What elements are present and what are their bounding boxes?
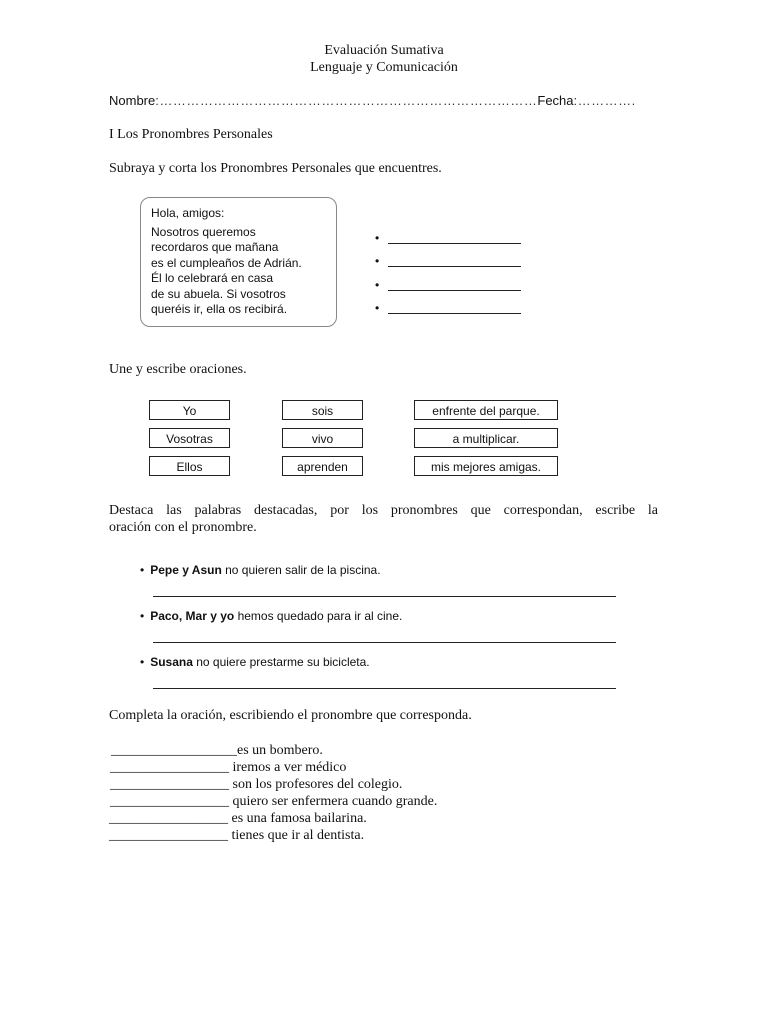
word-box-subject[interactable]: Ellos bbox=[149, 456, 230, 476]
answer-row bbox=[375, 291, 521, 315]
letter-line: de su abuela. Si vosotros bbox=[151, 286, 286, 301]
date-label: Fecha bbox=[537, 93, 574, 108]
bullet-icon: • bbox=[375, 277, 380, 292]
name-date-line bbox=[109, 93, 636, 108]
exercise-item bbox=[140, 563, 381, 577]
instruction-join-sentences: Une y escribe oraciones. bbox=[109, 362, 247, 377]
fill-in-sentence[interactable]: _________________ son los profesores del colegio. bbox=[110, 777, 403, 792]
letter-line: recordaros que mañana bbox=[151, 240, 279, 254]
fill-in-sentence[interactable]: _________________ quiero ser enfermera cuando grande. bbox=[110, 794, 438, 809]
answer-row bbox=[375, 244, 521, 268]
sentence-rest: hemos quedado para ir al cine. bbox=[234, 609, 403, 623]
bullet-icon: • bbox=[375, 230, 380, 245]
letter-line: es el cumpleaños de Adrián. bbox=[151, 255, 302, 270]
answer-blank[interactable] bbox=[388, 305, 521, 314]
exercise-item bbox=[140, 609, 402, 623]
answer-line[interactable] bbox=[153, 688, 616, 689]
answer-line[interactable] bbox=[153, 596, 616, 597]
word-box-complement[interactable]: enfrente del parque. bbox=[414, 400, 558, 420]
fill-in-sentence[interactable]: _________________ es una famosa bailarina. bbox=[109, 811, 367, 826]
highlighted-words: Susana bbox=[150, 655, 193, 669]
word-box-verb[interactable]: aprenden bbox=[282, 456, 363, 476]
answer-blank[interactable] bbox=[388, 282, 521, 291]
bullet-icon: • bbox=[140, 609, 145, 623]
sentence-rest: no quieren salir de la piscina. bbox=[221, 563, 381, 577]
letter-line: queréis ir, ella os recibirá. bbox=[151, 302, 288, 316]
name-label: Nombre bbox=[109, 93, 156, 108]
answer-row bbox=[375, 220, 521, 244]
bullet-icon: • bbox=[375, 254, 380, 268]
exercise-item bbox=[140, 655, 370, 669]
word-box-verb[interactable]: sois bbox=[282, 400, 363, 420]
letter-line: Él lo celebrará en casa bbox=[151, 271, 274, 285]
word-box-verb[interactable]: vivo bbox=[282, 428, 363, 448]
instruction-line: oración con el pronombre. bbox=[109, 520, 257, 535]
bullet-icon: • bbox=[140, 563, 145, 577]
instruction-line: Destaca las palabras destacadas, por los pronombres que correspondan, escribe la bbox=[109, 503, 658, 518]
answer-blank[interactable] bbox=[388, 258, 521, 267]
sentence-rest: no quiere prestarme su bicicleta. bbox=[192, 655, 370, 669]
instruction-underline-pronouns: Subraya y corta los Pronombres Personales que encuentres. bbox=[109, 161, 442, 176]
fill-in-sentence[interactable]: __________________es un bombero. bbox=[111, 743, 323, 758]
pronoun-answer-list bbox=[375, 220, 521, 314]
word-box-complement[interactable]: mis mejores amigas. bbox=[414, 456, 558, 476]
fill-in-sentence[interactable]: _________________ tienes que ir al dentista. bbox=[109, 828, 365, 843]
letter-line: Hola, amigos: bbox=[151, 206, 225, 220]
fill-in-sentence[interactable]: _________________ iremos a ver médico bbox=[110, 760, 347, 775]
answer-row bbox=[375, 267, 521, 291]
answer-blank[interactable] bbox=[388, 235, 521, 244]
word-box-subject[interactable]: Vosotras bbox=[149, 428, 230, 448]
letter-text-box bbox=[140, 197, 337, 327]
bullet-icon: • bbox=[140, 655, 145, 669]
page-subtitle: Lenguaje y Comunicación bbox=[310, 60, 458, 75]
name-field[interactable]: :………………………………………………………………………… bbox=[155, 93, 538, 108]
page-title: Evaluación Sumativa bbox=[324, 43, 444, 58]
word-box-complement[interactable]: a multiplicar. bbox=[414, 428, 558, 448]
word-box-subject[interactable]: Yo bbox=[149, 400, 230, 420]
letter-line: Nosotros queremos bbox=[151, 224, 256, 239]
instruction-complete-sentences: Completa la oración, escribiendo el pronombre que corresponda. bbox=[109, 708, 472, 723]
section-heading: I Los Pronombres Personales bbox=[109, 127, 273, 142]
answer-line[interactable] bbox=[153, 642, 616, 643]
highlighted-words: Pepe y Asun bbox=[150, 563, 222, 577]
instruction-replace-pronouns bbox=[109, 502, 658, 536]
date-field[interactable]: :…………. bbox=[573, 93, 636, 108]
bullet-icon: • bbox=[375, 301, 380, 315]
highlighted-words: Paco, Mar y yo bbox=[150, 609, 235, 623]
